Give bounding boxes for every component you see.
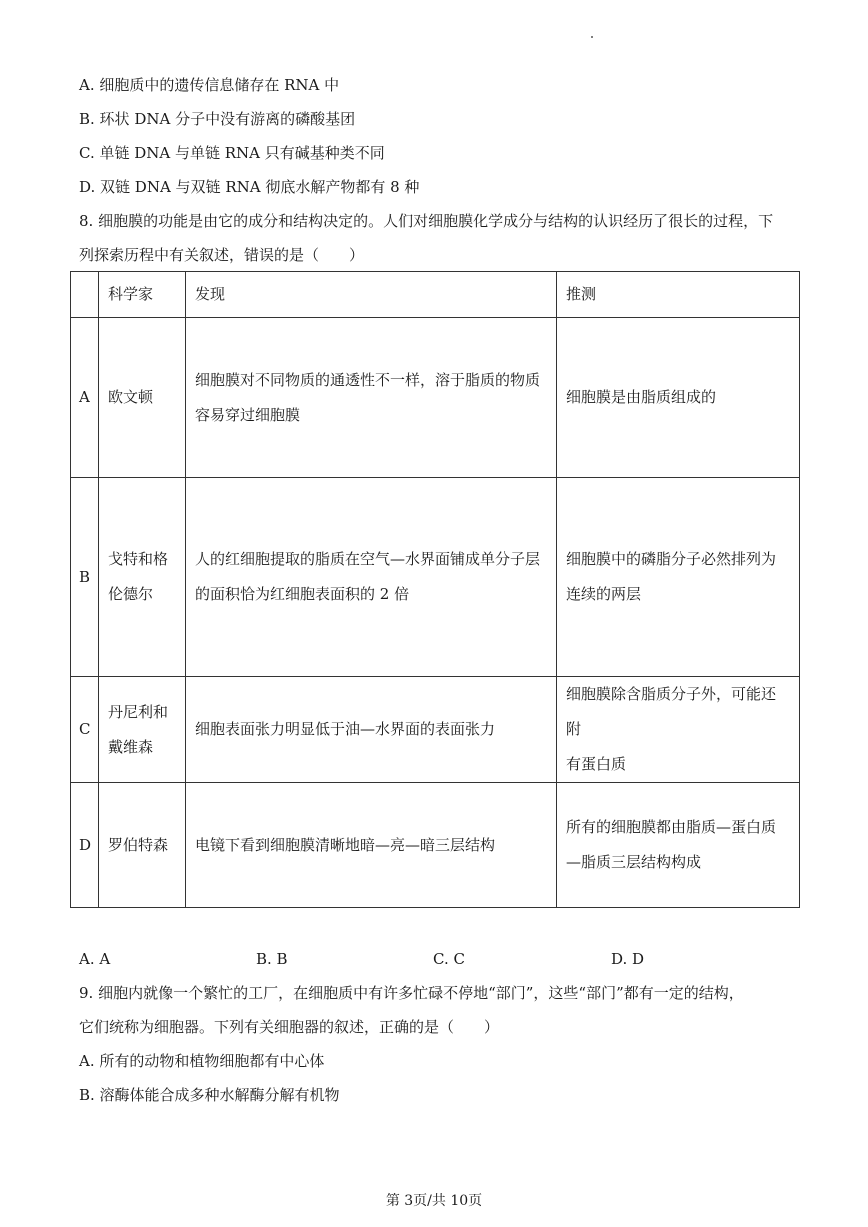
table-row-c [71, 677, 800, 783]
row-inference: 细胞膜除含脂质分子外，可能还附 有蛋白质 [557, 677, 800, 783]
row-letter: D [71, 783, 99, 908]
q9-stem-line-1: 9. 细胞内就像一个繁忙的工厂，在细胞质中有许多忙碌不停地“部门”，这些“部门”都有一定的结构， [79, 984, 744, 1002]
row-scientist: 欧文顿 [99, 318, 186, 478]
q9-option-b: B. 溶酶体能合成多种水解酶分解有机物 [79, 1086, 340, 1104]
row-inference: 细胞膜是由脂质组成的 [557, 318, 800, 478]
q8-stem-line-2: 列探索历程中有关叙述，错误的是（ ） [79, 246, 365, 264]
row-finding: 细胞表面张力明显低于油—水界面的表面张力 [186, 677, 557, 783]
row-scientist: 戈特和格 伦德尔 [99, 478, 186, 677]
row-scientist: 丹尼利和 戴维森 [99, 677, 186, 783]
q8-choice-c: C. C [433, 950, 465, 968]
row-finding: 人的红细胞提取的脂质在空气—水界面铺成单分子层 的面积恰为红细胞表面积的 2 倍 [186, 478, 557, 677]
row-inference: 细胞膜中的磷脂分子必然排列为 连续的两层 [557, 478, 800, 677]
row-letter: B [71, 478, 99, 677]
q8-table [70, 271, 800, 908]
q8-stem-line-1: 8. 细胞膜的功能是由它的成分和结构决定的。人们对细胞膜化学成分与结构的认识经历了很长的过程，下 [79, 212, 774, 230]
q9-stem-line-2: 它们统称为细胞器。下列有关细胞器的叙述，正确的是（ ） [79, 1018, 500, 1036]
q9-option-a: A. 所有的动物和植物细胞都有中心体 [79, 1052, 325, 1070]
q8-choice-b: B. B [256, 950, 288, 968]
row-letter: A [71, 318, 99, 478]
row-finding: 电镜下看到细胞膜清晰地暗—亮—暗三层结构 [186, 783, 557, 908]
page-footer: 第 3页/共 10页 [385, 1193, 483, 1209]
table-header-row [71, 272, 800, 318]
row-finding: 细胞膜对不同物质的通透性不一样，溶于脂质的物质 容易穿过细胞膜 [186, 318, 557, 478]
q7-option-c: C. 单链 DNA 与单链 RNA 只有碱基种类不同 [79, 144, 385, 162]
q8-choice-d: D. D [611, 950, 645, 968]
table-row-b [71, 478, 800, 677]
header-scientist: 科学家 [99, 272, 186, 318]
q7-option-d: D. 双链 DNA 与双链 RNA 彻底水解产物都有 8 种 [79, 178, 420, 196]
q8-choice-a: A. A [79, 950, 111, 968]
header-inference: 推测 [557, 272, 800, 318]
scan-speck [591, 36, 593, 38]
row-inference: 所有的细胞膜都由脂质—蛋白质 —脂质三层结构构成 [557, 783, 800, 908]
row-letter: C [71, 677, 99, 783]
q8-choices [0, 949, 868, 969]
header-letter-cell [71, 272, 99, 318]
table-row-d [71, 783, 800, 908]
q7-option-b: B. 环状 DNA 分子中没有游离的磷酸基团 [79, 110, 356, 128]
header-finding: 发现 [186, 272, 557, 318]
table-row-a [71, 318, 800, 478]
row-scientist: 罗伯特森 [99, 783, 186, 908]
q7-option-a: A. 细胞质中的遗传信息储存在 RNA 中 [79, 76, 340, 94]
